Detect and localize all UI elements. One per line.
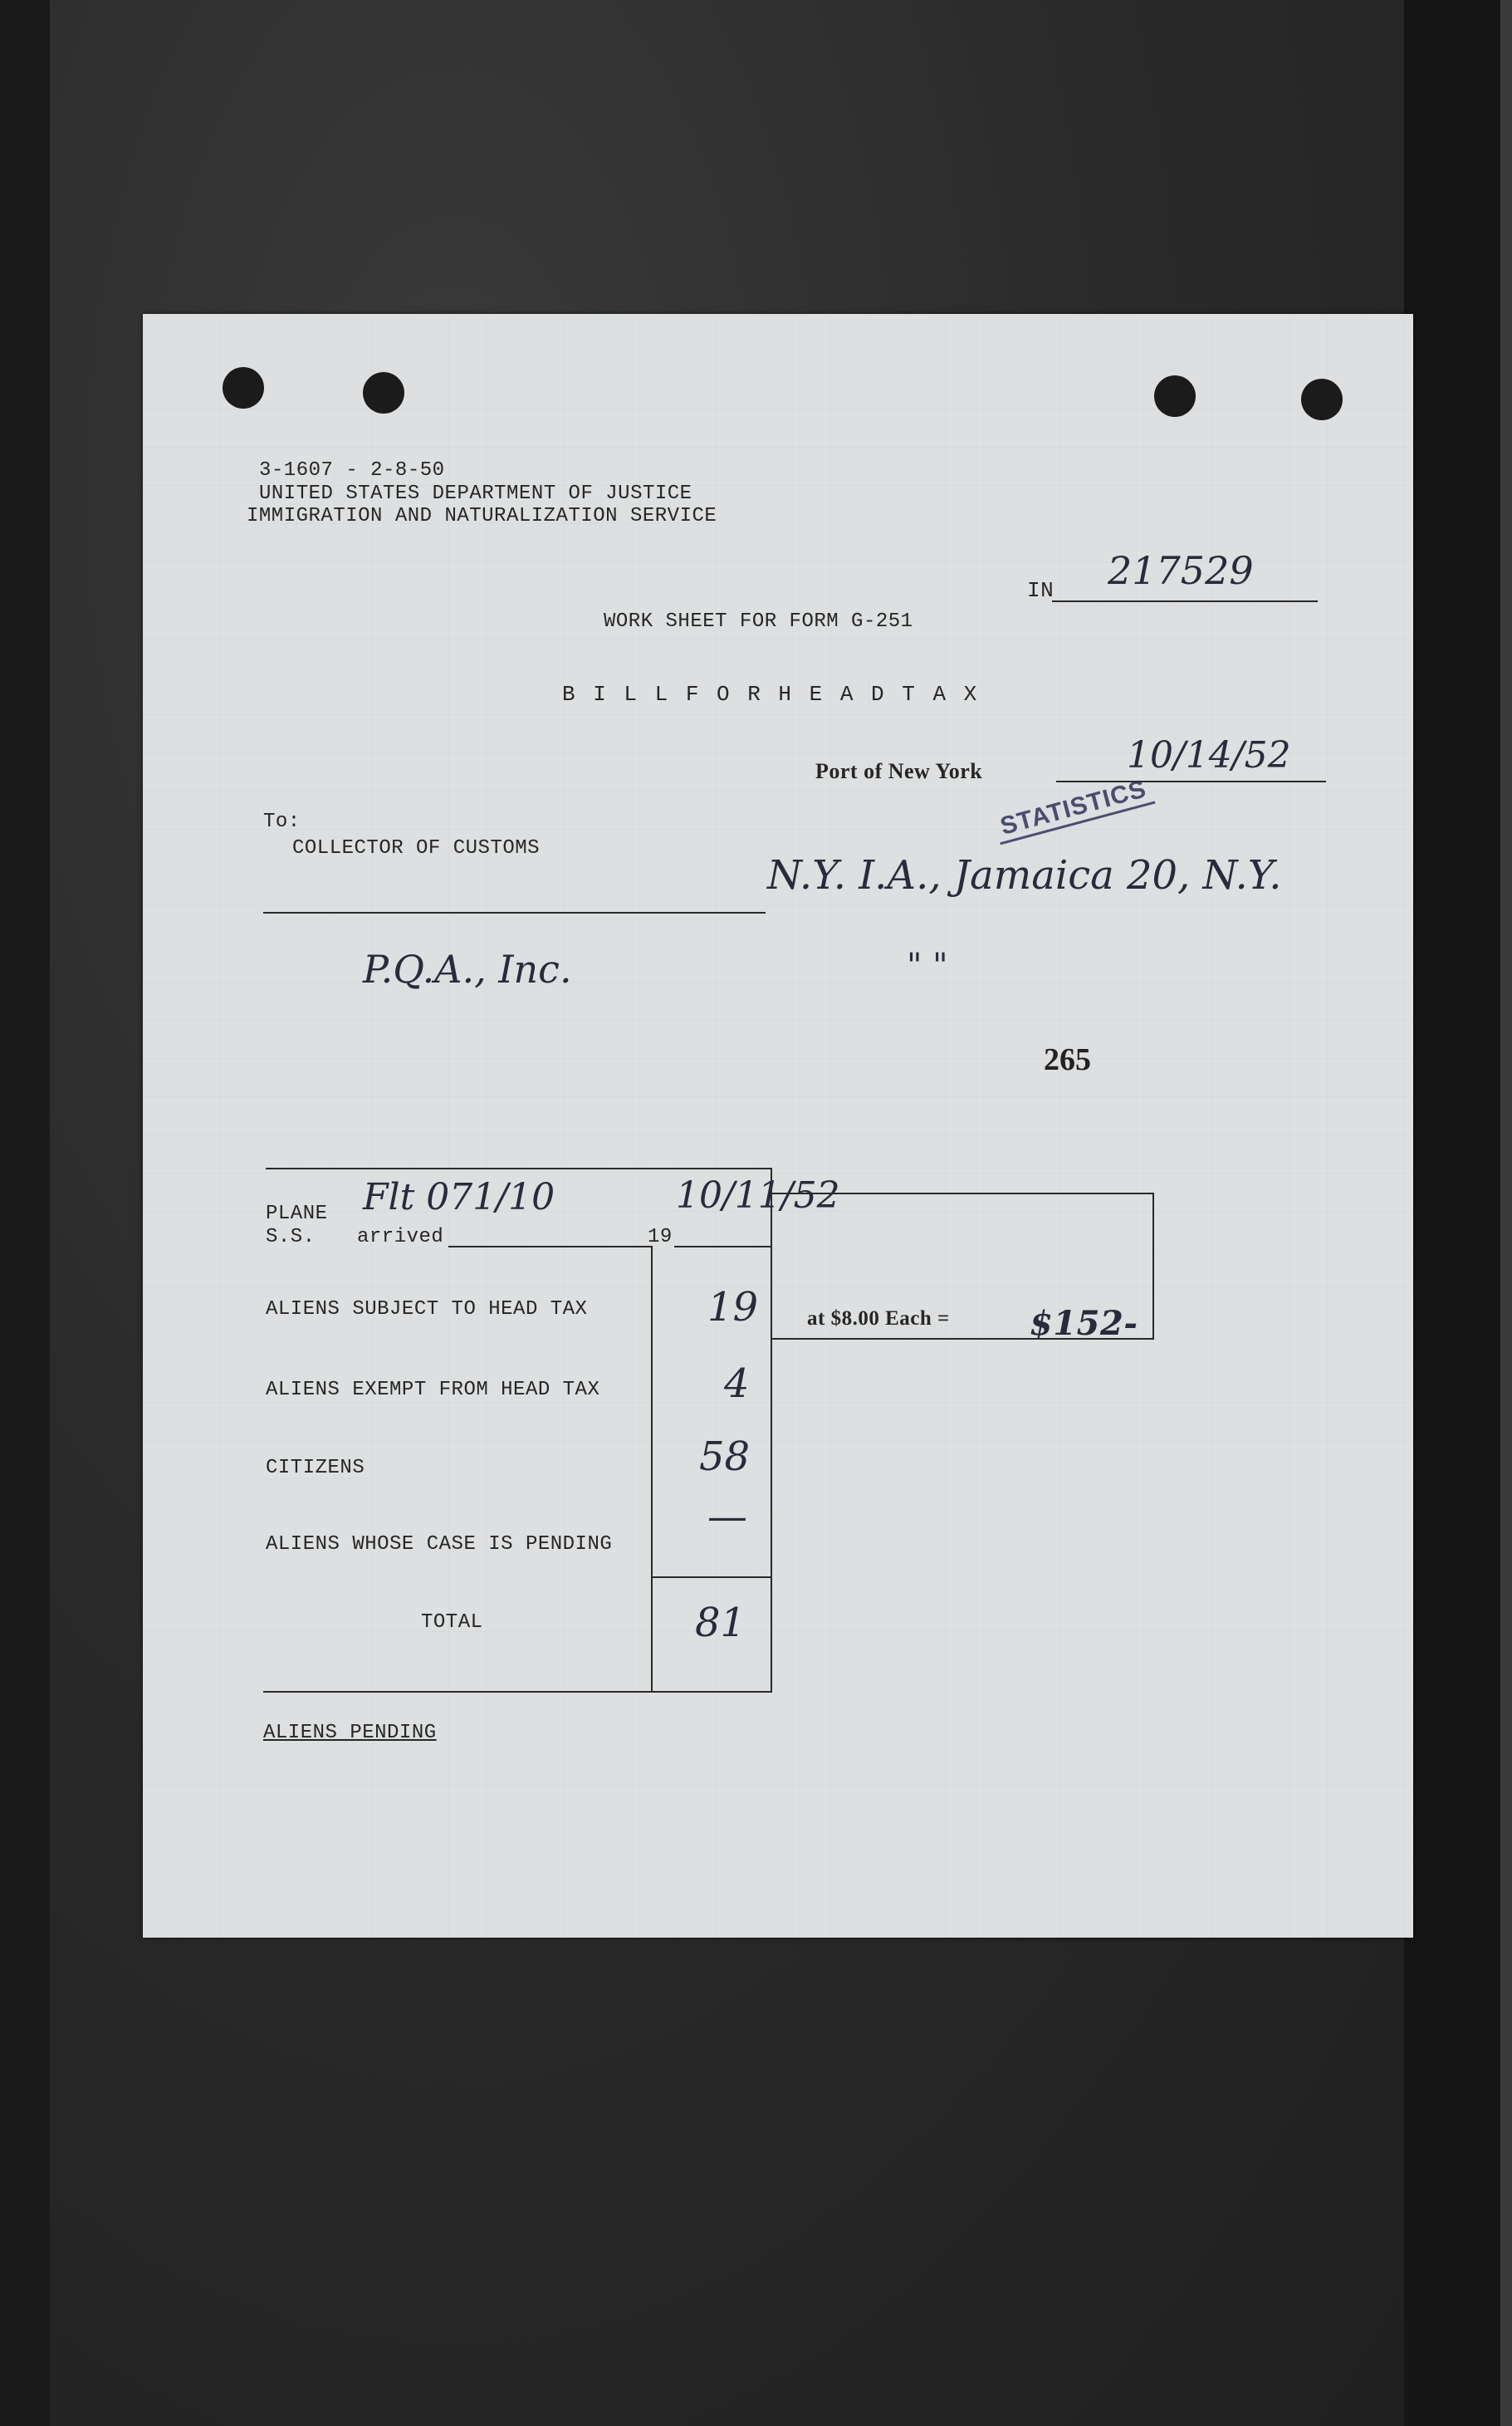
to-label: To: (263, 811, 301, 833)
date-line (1056, 781, 1326, 782)
location-handwritten: N.Y. I.A., Jamaica 20, N.Y. (767, 852, 1282, 899)
rate-text: at $8.00 Each = (807, 1307, 950, 1330)
in-number-line (1052, 600, 1318, 602)
year-prefix: 19 (648, 1226, 673, 1248)
worksheet-title: WORK SHEET FOR FORM G-251 (604, 610, 913, 633)
document-page (143, 314, 1413, 1938)
row-label-pending: ALIENS WHOSE CASE IS PENDING (266, 1533, 613, 1556)
scan-border-right (1404, 0, 1512, 2426)
scan-edge-strip (1500, 0, 1512, 2426)
bill-title: B I L L F O R H E A D T A X (562, 682, 980, 707)
flight-number-handwritten: Flt 071/10 (363, 1176, 555, 1218)
row-value-subject: 19 (707, 1284, 759, 1331)
rate-amount-value: $152- (1030, 1304, 1138, 1343)
punch-hole (1301, 379, 1343, 420)
table-top-line (266, 1168, 772, 1169)
row-value-exempt: 4 (724, 1360, 750, 1407)
service-name: IMMIGRATION AND NATURALIZATION SERVICE (247, 505, 717, 527)
row-value-citizens: 58 (699, 1434, 751, 1480)
punch-hole (1154, 375, 1196, 417)
row-label-citizens: CITIZENS (266, 1457, 365, 1479)
row-label-exempt: ALIENS EXEMPT FROM HEAD TAX (266, 1379, 600, 1401)
company-handwritten: P.Q.A., Inc. (363, 947, 572, 992)
ditto-marks: " " (907, 947, 948, 985)
total-value: 81 (695, 1600, 746, 1646)
in-number: 217529 (1108, 548, 1254, 593)
aliens-pending-label: ALIENS PENDING (263, 1722, 437, 1744)
department-name: UNITED STATES DEPARTMENT OF JUSTICE (259, 483, 692, 505)
table-bottom-line (263, 1691, 772, 1693)
punch-hole (363, 372, 404, 414)
address-line (263, 912, 766, 914)
value-column-left-border (651, 1246, 653, 1691)
collector-label: COLLECTOR OF CUSTOMS (292, 837, 541, 860)
statistics-stamp: STATISTICS (992, 774, 1155, 845)
reference-number: 265 (1044, 1042, 1091, 1077)
scan-border-left (0, 0, 50, 2426)
year-line (674, 1246, 771, 1247)
arrived-line (448, 1246, 651, 1247)
total-divider-line (651, 1576, 772, 1578)
rate-box-right (1152, 1193, 1154, 1339)
ss-label: S.S. (266, 1226, 316, 1248)
port-label: Port of New York (815, 759, 983, 783)
plane-label: PLANE (266, 1203, 328, 1225)
bill-date: 10/14/52 (1127, 734, 1291, 777)
form-number: 3-1607 - 2-8-50 (259, 459, 445, 482)
arrival-date-handwritten: 10/11/52 (676, 1174, 840, 1217)
total-label: TOTAL (421, 1611, 483, 1634)
value-column-right-border (771, 1168, 772, 1691)
in-label: IN (1027, 578, 1054, 603)
punch-hole (223, 367, 264, 409)
row-label-subject: ALIENS SUBJECT TO HEAD TAX (266, 1298, 588, 1321)
arrived-label: arrived (357, 1226, 444, 1248)
rate-amount (1030, 1304, 1138, 1343)
row-value-pending: — (707, 1493, 747, 1540)
